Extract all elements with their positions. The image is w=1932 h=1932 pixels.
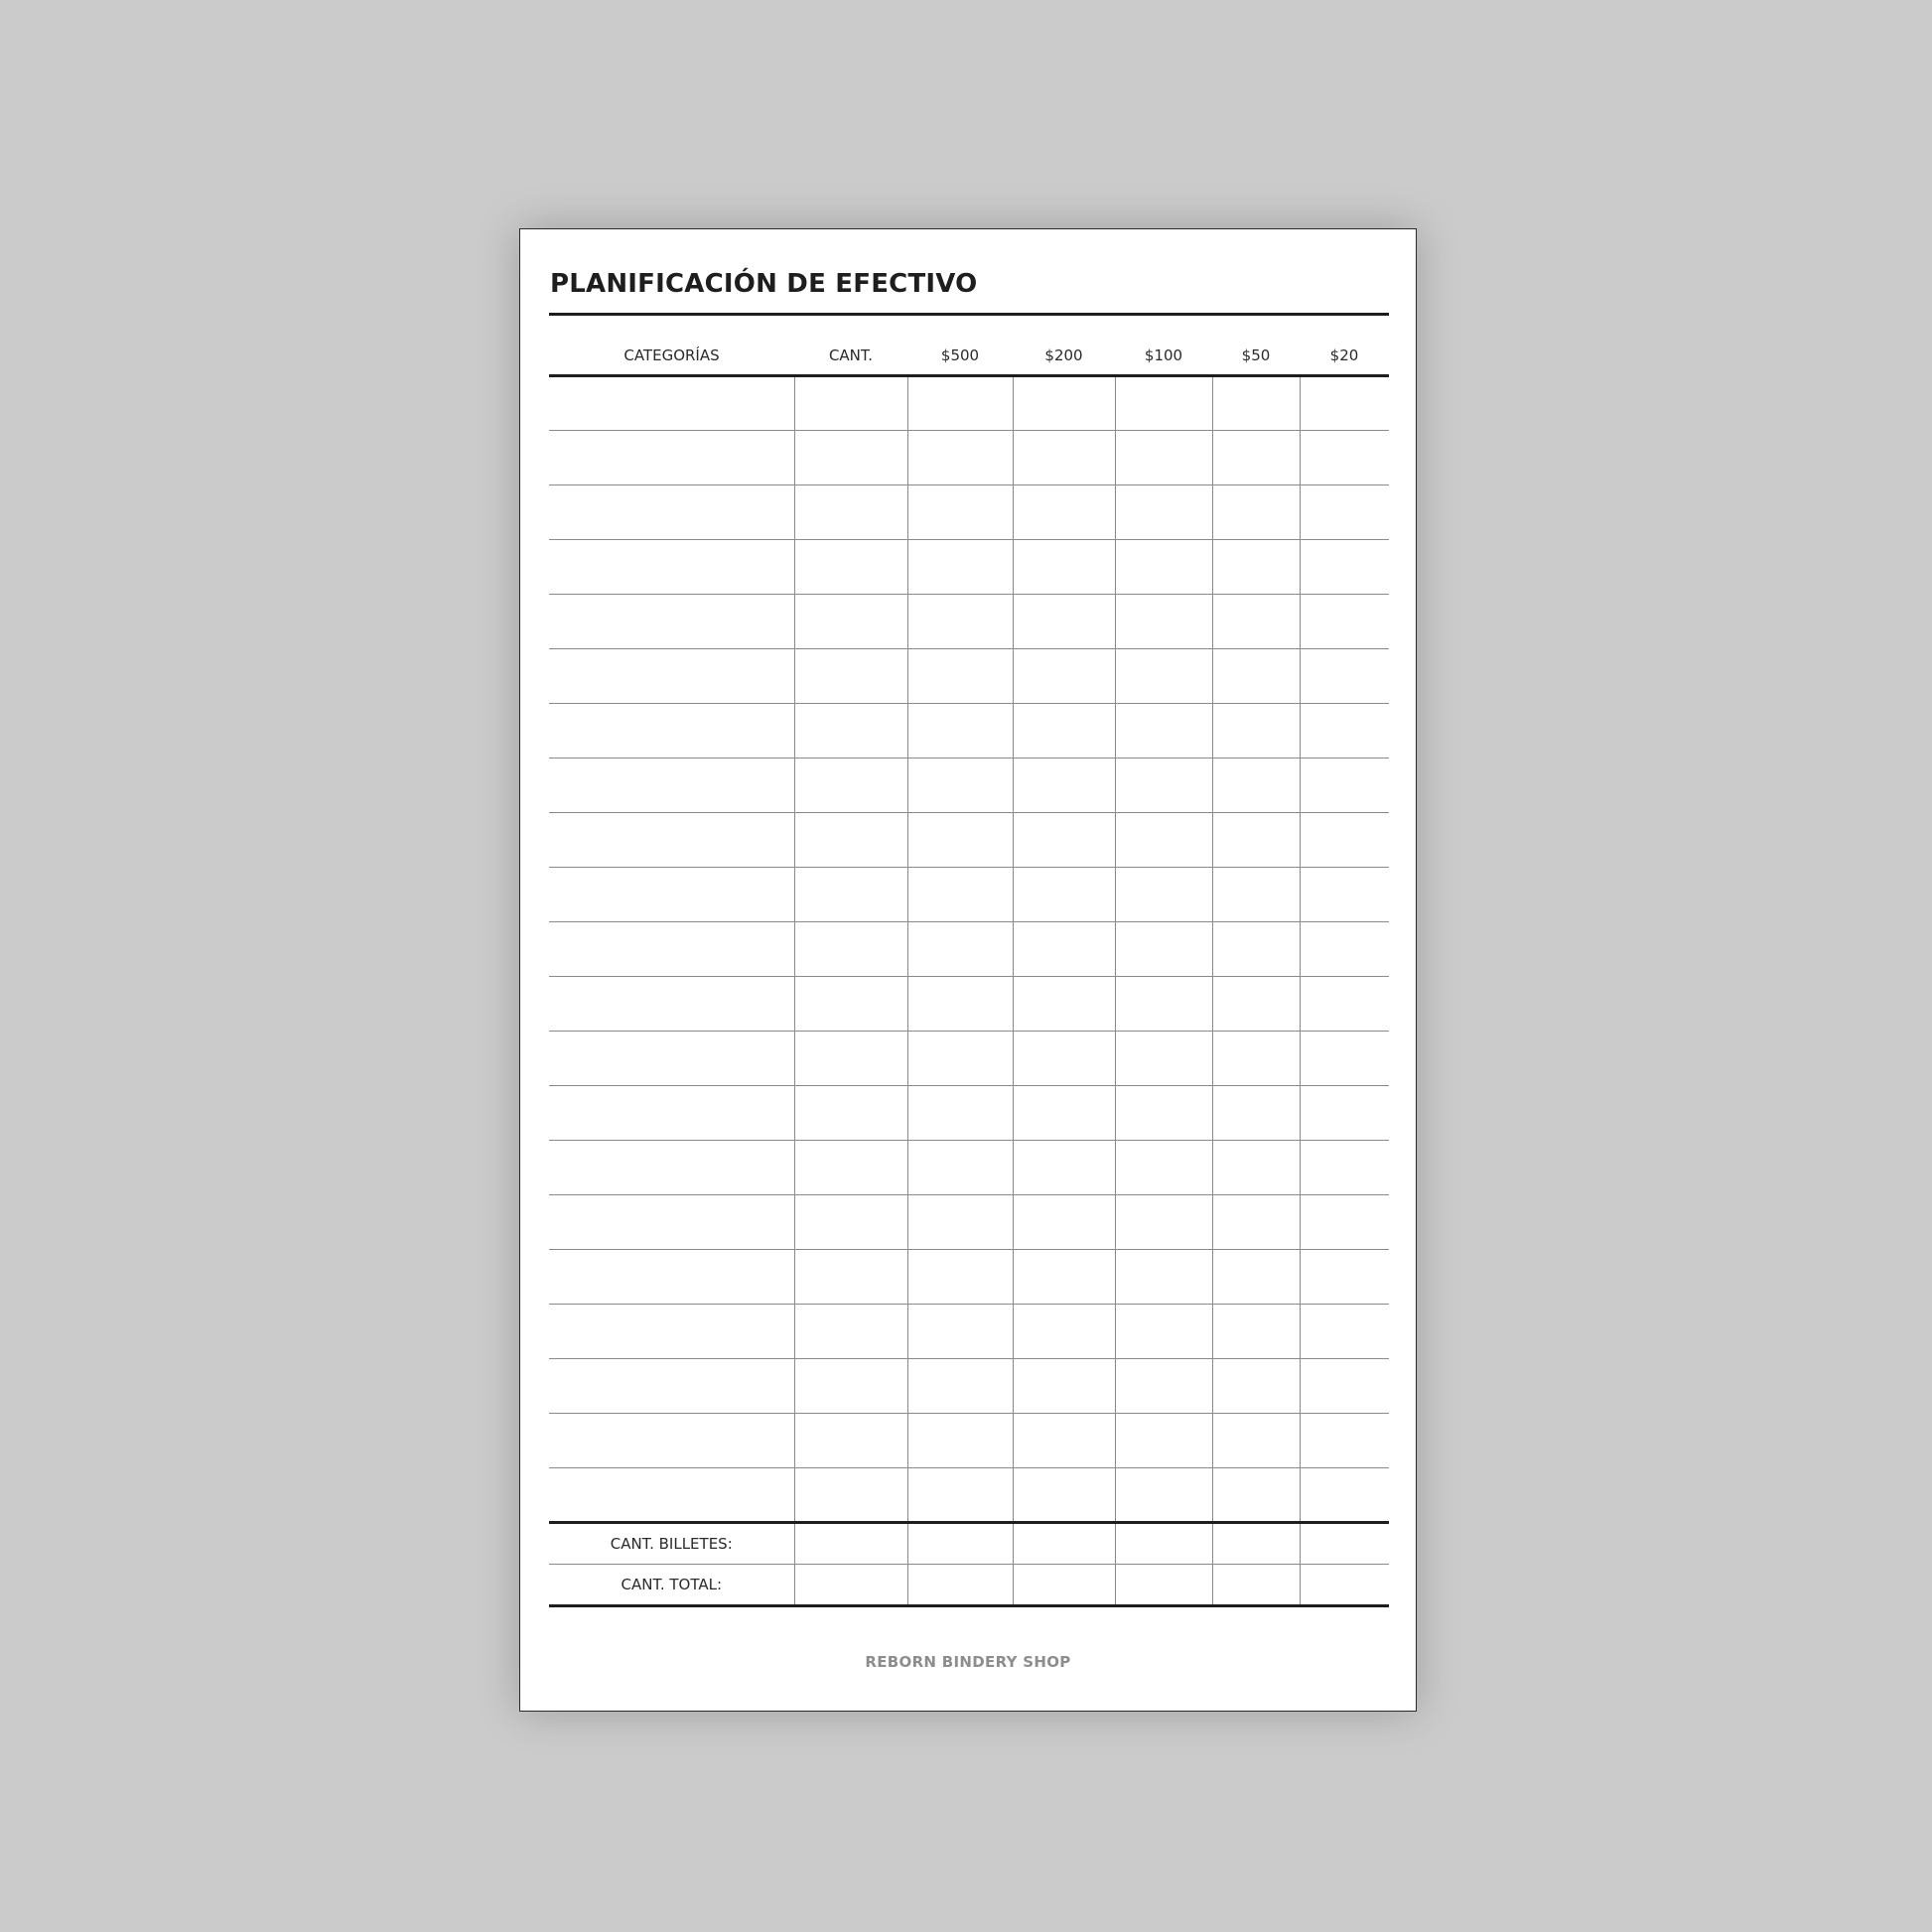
footer-cell[interactable] (1013, 1565, 1115, 1606)
table-row (549, 1195, 1389, 1250)
category-cell[interactable] (549, 1250, 794, 1305)
amount-cell[interactable] (1115, 595, 1212, 649)
footer-row-total (549, 1565, 1389, 1606)
amount-cell[interactable] (1300, 813, 1389, 868)
amount-cell[interactable] (1300, 1414, 1389, 1468)
table-row (549, 431, 1389, 485)
amount-cell[interactable] (794, 977, 907, 1032)
amount-cell[interactable] (1212, 1250, 1300, 1305)
amount-cell[interactable] (1300, 431, 1389, 485)
amount-cell[interactable] (1013, 1195, 1115, 1250)
category-cell[interactable] (549, 431, 794, 485)
amount-cell[interactable] (1013, 485, 1115, 540)
category-cell[interactable] (549, 376, 794, 431)
amount-cell[interactable] (794, 759, 907, 813)
amount-cell[interactable] (794, 868, 907, 922)
amount-cell[interactable] (1212, 759, 1300, 813)
amount-cell[interactable] (1212, 977, 1300, 1032)
amount-cell[interactable] (1115, 376, 1212, 431)
table-row (549, 1250, 1389, 1305)
footer-cell[interactable] (1115, 1565, 1212, 1606)
amount-cell[interactable] (1300, 704, 1389, 759)
amount-cell[interactable] (1300, 1359, 1389, 1414)
amount-cell[interactable] (1013, 1359, 1115, 1414)
table-row (549, 813, 1389, 868)
amount-cell[interactable] (907, 1359, 1013, 1414)
amount-cell[interactable] (1013, 977, 1115, 1032)
table-row (549, 540, 1389, 595)
amount-cell[interactable] (1115, 431, 1212, 485)
column-header-50: $50 (1212, 336, 1300, 376)
amount-cell[interactable] (1013, 759, 1115, 813)
table-row (549, 868, 1389, 922)
footer-cell[interactable] (1115, 1523, 1212, 1565)
column-header-100: $100 (1115, 336, 1212, 376)
category-cell[interactable] (549, 1359, 794, 1414)
amount-cell[interactable] (1115, 1086, 1212, 1141)
category-cell[interactable] (549, 922, 794, 977)
category-cell[interactable] (549, 1414, 794, 1468)
title-divider (549, 313, 1389, 316)
amount-cell[interactable] (1115, 1305, 1212, 1359)
amount-cell[interactable] (907, 1468, 1013, 1523)
table-row (549, 649, 1389, 704)
amount-cell[interactable] (907, 1032, 1013, 1086)
amount-cell[interactable] (1115, 540, 1212, 595)
amount-cell[interactable] (1300, 1141, 1389, 1195)
column-header-200: $200 (1013, 336, 1115, 376)
amount-cell[interactable] (1212, 1032, 1300, 1086)
amount-cell[interactable] (1212, 922, 1300, 977)
amount-cell[interactable] (907, 431, 1013, 485)
amount-cell[interactable] (1013, 922, 1115, 977)
category-cell[interactable] (549, 1032, 794, 1086)
category-cell[interactable] (549, 1305, 794, 1359)
amount-cell[interactable] (1212, 431, 1300, 485)
table-row (549, 1414, 1389, 1468)
amount-cell[interactable] (794, 1414, 907, 1468)
amount-cell[interactable] (794, 1086, 907, 1141)
planner-sheet (519, 228, 1417, 1712)
footer-label-billetes: CANT. BILLETES: (549, 1523, 794, 1565)
amount-cell[interactable] (794, 431, 907, 485)
footer-cell[interactable] (794, 1523, 907, 1565)
amount-cell[interactable] (1013, 1414, 1115, 1468)
amount-cell[interactable] (907, 540, 1013, 595)
table-row (549, 1141, 1389, 1195)
amount-cell[interactable] (1115, 1195, 1212, 1250)
entry-rows (549, 376, 1389, 1523)
category-cell[interactable] (549, 1195, 794, 1250)
amount-cell[interactable] (907, 595, 1013, 649)
column-header-cant: CANT. (794, 336, 907, 376)
table-row (549, 1359, 1389, 1414)
amount-cell[interactable] (1212, 813, 1300, 868)
amount-cell[interactable] (1013, 595, 1115, 649)
category-cell[interactable] (549, 1086, 794, 1141)
category-cell[interactable] (549, 977, 794, 1032)
footer-cell[interactable] (1300, 1565, 1389, 1606)
amount-cell[interactable] (1013, 376, 1115, 431)
amount-cell[interactable] (907, 868, 1013, 922)
cash-planning-table (549, 336, 1389, 1607)
column-header-categorias: CATEGORÍAS (549, 336, 794, 376)
amount-cell[interactable] (907, 1250, 1013, 1305)
table-row (549, 376, 1389, 431)
amount-cell[interactable] (1115, 1250, 1212, 1305)
amount-cell[interactable] (1013, 1141, 1115, 1195)
table-row (549, 922, 1389, 977)
table-row (549, 704, 1389, 759)
amount-cell[interactable] (794, 813, 907, 868)
amount-cell[interactable] (907, 922, 1013, 977)
amount-cell[interactable] (794, 649, 907, 704)
amount-cell[interactable] (1300, 1086, 1389, 1141)
amount-cell[interactable] (1300, 868, 1389, 922)
header-row (549, 336, 1389, 376)
amount-cell[interactable] (794, 922, 907, 977)
amount-cell[interactable] (1212, 704, 1300, 759)
amount-cell[interactable] (1212, 540, 1300, 595)
amount-cell[interactable] (794, 704, 907, 759)
amount-cell[interactable] (1013, 1468, 1115, 1523)
footer-cell[interactable] (794, 1565, 907, 1606)
footer-cell[interactable] (907, 1523, 1013, 1565)
amount-cell[interactable] (1212, 1414, 1300, 1468)
amount-cell[interactable] (1013, 540, 1115, 595)
amount-cell[interactable] (1212, 1086, 1300, 1141)
category-cell[interactable] (549, 540, 794, 595)
amount-cell[interactable] (1300, 595, 1389, 649)
amount-cell[interactable] (1013, 1086, 1115, 1141)
amount-cell[interactable] (1013, 813, 1115, 868)
column-header-500: $500 (907, 336, 1013, 376)
amount-cell[interactable] (1300, 540, 1389, 595)
amount-cell[interactable] (794, 1468, 907, 1523)
category-cell[interactable] (549, 1468, 794, 1523)
amount-cell[interactable] (1300, 1250, 1389, 1305)
category-cell[interactable] (549, 649, 794, 704)
brand-footer: REBORN BINDERY SHOP (865, 1653, 1071, 1671)
amount-cell[interactable] (1212, 485, 1300, 540)
footer-cell[interactable] (907, 1565, 1013, 1606)
amount-cell[interactable] (1115, 1359, 1212, 1414)
amount-cell[interactable] (794, 1032, 907, 1086)
amount-cell[interactable] (1013, 1032, 1115, 1086)
amount-cell[interactable] (1115, 485, 1212, 540)
amount-cell[interactable] (907, 1141, 1013, 1195)
table-row (549, 1305, 1389, 1359)
amount-cell[interactable] (1115, 1468, 1212, 1523)
amount-cell[interactable] (907, 376, 1013, 431)
amount-cell[interactable] (794, 595, 907, 649)
amount-cell[interactable] (1300, 1468, 1389, 1523)
table-row (549, 595, 1389, 649)
footer-cell[interactable] (1013, 1523, 1115, 1565)
amount-cell[interactable] (1212, 1359, 1300, 1414)
amount-cell[interactable] (794, 1250, 907, 1305)
category-cell[interactable] (549, 759, 794, 813)
amount-cell[interactable] (1115, 922, 1212, 977)
amount-cell[interactable] (1212, 1468, 1300, 1523)
amount-cell[interactable] (794, 540, 907, 595)
amount-cell[interactable] (794, 376, 907, 431)
amount-cell[interactable] (1300, 1032, 1389, 1086)
amount-cell[interactable] (1300, 485, 1389, 540)
footer-cell[interactable] (1300, 1523, 1389, 1565)
amount-cell[interactable] (1212, 1195, 1300, 1250)
amount-cell[interactable] (1212, 376, 1300, 431)
amount-cell[interactable] (1300, 759, 1389, 813)
amount-cell[interactable] (907, 649, 1013, 704)
amount-cell[interactable] (1300, 1195, 1389, 1250)
amount-cell[interactable] (794, 1359, 907, 1414)
amount-cell[interactable] (1115, 868, 1212, 922)
amount-cell[interactable] (1013, 1305, 1115, 1359)
amount-cell[interactable] (1115, 1141, 1212, 1195)
amount-cell[interactable] (1300, 649, 1389, 704)
table-row (549, 1032, 1389, 1086)
table-row (549, 1086, 1389, 1141)
footer-row-billetes (549, 1523, 1389, 1565)
column-header-20: $20 (1300, 336, 1389, 376)
category-cell[interactable] (549, 595, 794, 649)
amount-cell[interactable] (1013, 704, 1115, 759)
amount-cell[interactable] (1115, 977, 1212, 1032)
page-title: PLANIFICACIÓN DE EFECTIVO (550, 269, 978, 299)
category-cell[interactable] (549, 485, 794, 540)
table-row (549, 977, 1389, 1032)
amount-cell[interactable] (1212, 1141, 1300, 1195)
amount-cell[interactable] (1115, 1032, 1212, 1086)
table-row (549, 1468, 1389, 1523)
amount-cell[interactable] (907, 977, 1013, 1032)
category-cell[interactable] (549, 704, 794, 759)
amount-cell[interactable] (1212, 868, 1300, 922)
category-cell[interactable] (549, 1141, 794, 1195)
amount-cell[interactable] (794, 485, 907, 540)
amount-cell[interactable] (1212, 595, 1300, 649)
amount-cell[interactable] (1212, 649, 1300, 704)
amount-cell[interactable] (907, 759, 1013, 813)
amount-cell[interactable] (907, 1414, 1013, 1468)
amount-cell[interactable] (1115, 1414, 1212, 1468)
table-row (549, 759, 1389, 813)
amount-cell[interactable] (1013, 431, 1115, 485)
amount-cell[interactable] (1013, 649, 1115, 704)
amount-cell[interactable] (907, 1305, 1013, 1359)
amount-cell[interactable] (907, 1195, 1013, 1250)
table-row (549, 485, 1389, 540)
amount-cell[interactable] (907, 813, 1013, 868)
amount-cell[interactable] (794, 1195, 907, 1250)
amount-cell[interactable] (1300, 1305, 1389, 1359)
amount-cell[interactable] (907, 704, 1013, 759)
amount-cell[interactable] (794, 1141, 907, 1195)
footer-cell[interactable] (1212, 1523, 1300, 1565)
amount-cell[interactable] (1115, 759, 1212, 813)
amount-cell[interactable] (1115, 649, 1212, 704)
amount-cell[interactable] (1115, 704, 1212, 759)
amount-cell[interactable] (794, 1305, 907, 1359)
amount-cell[interactable] (907, 1086, 1013, 1141)
amount-cell[interactable] (1300, 922, 1389, 977)
amount-cell[interactable] (1300, 376, 1389, 431)
amount-cell[interactable] (1212, 1305, 1300, 1359)
footer-cell[interactable] (1212, 1565, 1300, 1606)
footer-label-total: CANT. TOTAL: (549, 1565, 794, 1606)
amount-cell[interactable] (907, 485, 1013, 540)
category-cell[interactable] (549, 868, 794, 922)
amount-cell[interactable] (1300, 977, 1389, 1032)
category-cell[interactable] (549, 813, 794, 868)
amount-cell[interactable] (1115, 813, 1212, 868)
amount-cell[interactable] (1013, 868, 1115, 922)
amount-cell[interactable] (1013, 1250, 1115, 1305)
